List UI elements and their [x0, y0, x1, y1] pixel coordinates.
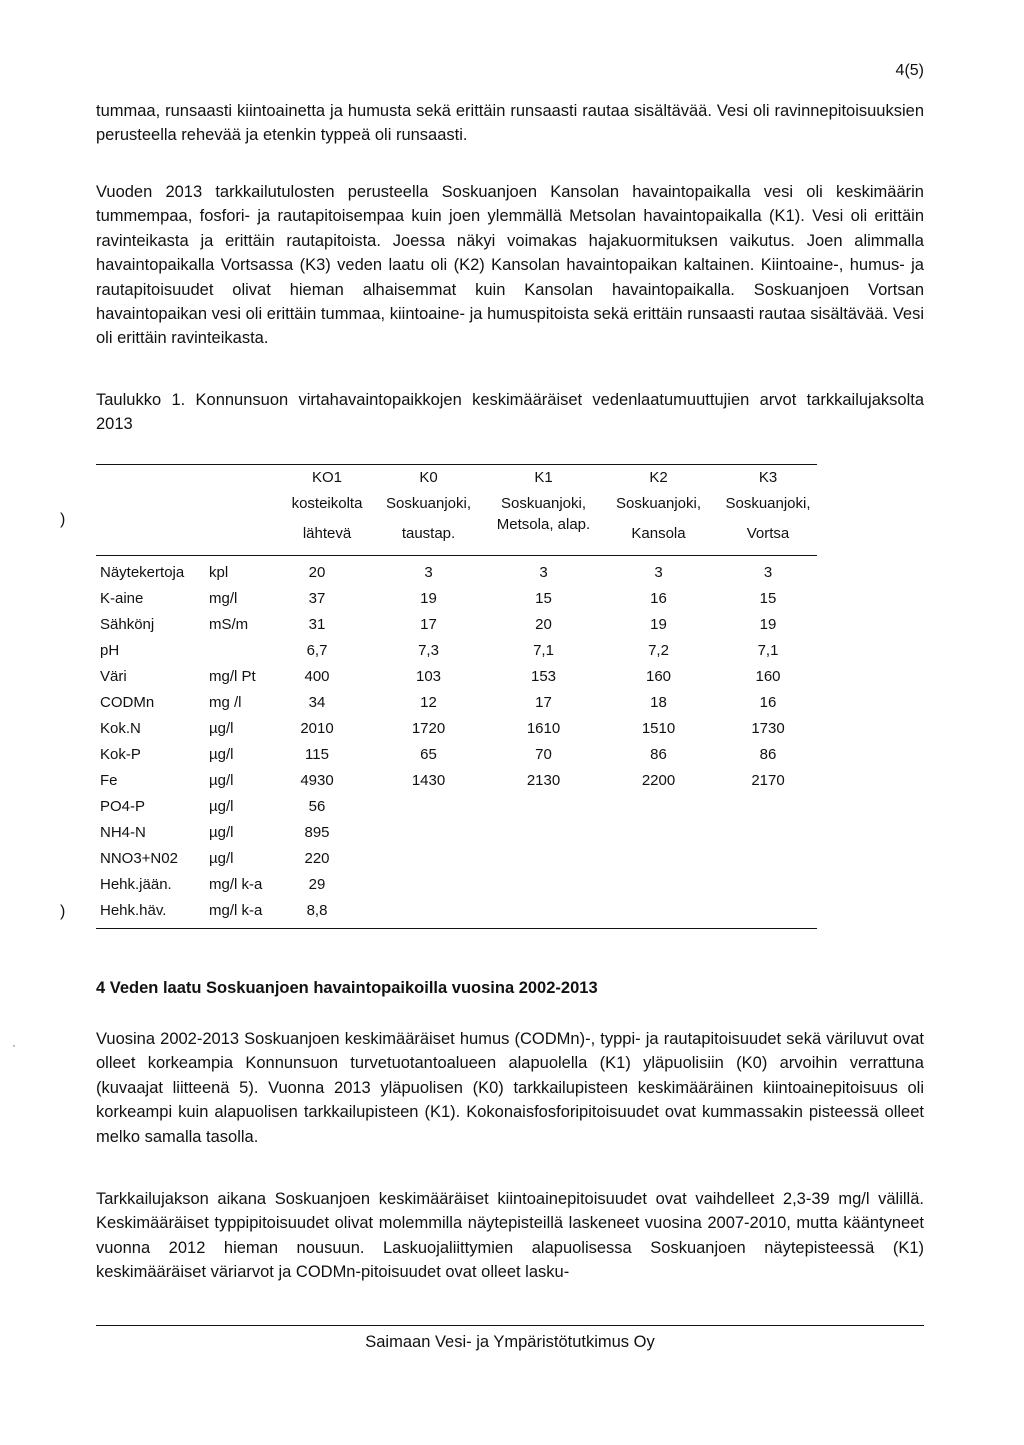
- table-row: [96, 902, 817, 928]
- row-value: 3: [539, 564, 548, 581]
- row-parameter: pH: [100, 642, 120, 659]
- scan-speck: ·: [12, 1038, 16, 1052]
- row-value: 19: [650, 616, 667, 633]
- table-row: [96, 642, 817, 668]
- header-ko1-location: lähtevä: [302, 525, 352, 542]
- table-row: [96, 616, 817, 642]
- row-value: 7,3: [418, 642, 439, 659]
- row-value: 56: [308, 798, 326, 815]
- row-value: 8,8: [306, 902, 328, 919]
- row-value: 2200: [641, 772, 676, 789]
- table-row: [96, 694, 817, 720]
- header-k2: K2: [649, 469, 668, 486]
- row-parameter: Näytekertoja: [100, 564, 185, 581]
- row-value: 4930: [300, 772, 334, 789]
- row-parameter: Fe: [100, 772, 118, 789]
- row-value: 34: [308, 694, 326, 711]
- row-value: 115: [305, 746, 329, 763]
- row-value: 37: [308, 590, 326, 607]
- table-row: [96, 850, 817, 876]
- row-value: 103: [415, 668, 442, 685]
- header-k0-river: Soskuanjoki,: [385, 495, 472, 512]
- margin-mark-top: ): [60, 511, 66, 528]
- row-unit: µg/l: [209, 720, 234, 737]
- table-row: [96, 590, 817, 616]
- row-value: 19: [420, 590, 437, 607]
- table-row: [96, 772, 817, 798]
- page-number: 4(5): [895, 62, 924, 79]
- row-unit: kpl: [209, 564, 229, 581]
- row-value: 20: [308, 564, 326, 581]
- row-value: 7,2: [648, 642, 669, 659]
- row-parameter: PO4-P: [100, 798, 146, 815]
- header-ko1: KO1: [311, 469, 342, 486]
- row-value: 3: [763, 564, 773, 581]
- table-top-rule: [96, 464, 817, 465]
- footer-rule: [96, 1325, 924, 1326]
- row-unit: mg/l: [209, 590, 238, 607]
- row-value: 3: [654, 564, 663, 581]
- row-value: 7,1: [757, 642, 779, 659]
- row-value: 7,1: [533, 642, 554, 659]
- row-value: 86: [759, 746, 777, 763]
- row-unit: µg/l: [209, 772, 234, 789]
- table-header-row-water-body: [96, 495, 817, 519]
- row-value: 3: [424, 564, 433, 581]
- row-value: 1610: [526, 720, 561, 737]
- row-value: 18: [650, 694, 667, 711]
- row-parameter: Hehk.häv.: [100, 902, 167, 919]
- row-unit: µg/l: [209, 746, 234, 763]
- table-header-row-location: [96, 516, 817, 549]
- row-unit: µg/l: [209, 798, 234, 815]
- row-value: 17: [535, 694, 552, 711]
- row-parameter: NH4-N: [100, 824, 146, 841]
- row-value: 15: [759, 590, 777, 607]
- row-value: 2010: [300, 720, 334, 737]
- header-k2-river: Soskuanjoki,: [615, 495, 702, 512]
- row-value: 2170: [751, 772, 785, 789]
- table-bottom-rule: [96, 928, 817, 929]
- row-value: 400: [304, 668, 330, 685]
- paragraph-1: tummaa, runsaasti kiintoainetta ja humusta sekä erittäin runsaasti rautaa sisältävää. Vesi oli ravinnepitoisuuksien perusteella rehevää ja etenkin typpeä oli runsaasti.: [96, 102, 924, 145]
- row-parameter: K-aine: [100, 590, 144, 607]
- table-row: [96, 668, 817, 694]
- row-value: 65: [420, 746, 437, 763]
- row-value: 20: [535, 616, 552, 633]
- row-value: 17: [420, 616, 437, 633]
- table-caption: Taulukko 1. Konnunsuon virtahavaintopaikkojen keskimääräiset vedenlaatumuuttujien arvot tarkkailujaksolta 2013: [96, 391, 924, 434]
- row-value: 6,7: [306, 642, 328, 659]
- row-value: 160: [645, 668, 672, 685]
- row-value: 220: [304, 850, 330, 867]
- table-row: [96, 876, 817, 902]
- header-k1-location: Metsola, alap.: [496, 516, 591, 533]
- row-value: 29: [308, 876, 326, 893]
- row-value: 1510: [641, 720, 676, 737]
- header-k2-location: Kansola: [631, 525, 686, 542]
- section-heading: 4 Veden laatu Soskuanjoen havaintopaikoilla vuosina 2002-2013: [96, 979, 598, 997]
- row-unit: mg/l Pt: [209, 668, 256, 685]
- table-row: [96, 720, 817, 746]
- table-row: [96, 746, 817, 772]
- row-value: 2130: [526, 772, 561, 789]
- header-k1-river: Soskuanjoki,: [500, 495, 587, 512]
- row-unit: µg/l: [209, 824, 234, 841]
- footer-company: Saimaan Vesi- ja Ympäristötutkimus Oy: [365, 1333, 655, 1351]
- header-k1: K1: [534, 469, 553, 486]
- row-value: 15: [535, 590, 552, 607]
- row-unit: mS/m: [209, 616, 249, 633]
- row-parameter: Kok-P: [100, 746, 141, 763]
- row-value: 12: [420, 694, 437, 711]
- row-value: 1730: [751, 720, 785, 737]
- row-parameter: Sähkönj: [100, 616, 155, 633]
- row-value: 86: [650, 746, 667, 763]
- row-value: 16: [650, 590, 667, 607]
- header-k3-location: Vortsa: [746, 525, 790, 542]
- header-k0: K0: [419, 469, 438, 486]
- row-value: 153: [530, 668, 557, 685]
- row-parameter: Väri: [100, 668, 127, 685]
- header-k3-river: Soskuanjoki,: [725, 495, 811, 512]
- table-row: [96, 564, 817, 590]
- row-unit: µg/l: [209, 850, 234, 867]
- row-value: 16: [759, 694, 777, 711]
- row-value: 1430: [411, 772, 446, 789]
- paragraph-4: Tarkkailujakson aikana Soskuanjoen keskimääräiset kiintoainepitoisuudet ovat vaihdelleet 2,3-39 mg/l välillä. Keskimääräiset typpipitoisuudet olivat molemmilla näytepisteillä laskeneet vuosina 2007-2010, mutta kääntyneet vuonna 2012 hieman nousuun. Laskuojaliittymien alapuolisessa Soskuanjoen näytepisteessä (K1) keskimääräiset väriarvot ja CODMn-pitoisuudet ovat olleet lasku-: [96, 1190, 924, 1282]
- row-parameter: Hehk.jään.: [100, 876, 172, 893]
- row-unit: mg /l: [209, 694, 242, 711]
- header-k3: K3: [758, 469, 778, 486]
- row-unit: mg/l k-a: [209, 902, 263, 919]
- row-parameter: Kok.N: [100, 720, 141, 737]
- row-unit: mg/l k-a: [209, 876, 263, 893]
- paragraph-2: Vuoden 2013 tarkkailutulosten perusteella Soskuanjoen Kansolan havaintopaikalla vesi oli keskimäärin tummempaa, fosfori- ja rautapitoisempaa kuin joen ylemmällä Metsolan havaintopaikalla (K1). Vesi oli erittäin ravinteikasta ja erittäin rautapitoista. Joessa näkyi voimakas hajakuormituksen vaikutus. Joen alimmalla havaintopaikalla Vortsassa (K3) veden laatu oli (K2) Kansolan havaintopaikan kaltainen. Kiintoaine-, humus- ja rautapitoisuudet olivat hieman alhaisemmat kuin Kansolan havaintopaikalla. Soskuanjoen Vortsan havaintopaikan vesi oli erittäin tummaa, kiintoaine- ja humuspitoista sekä erittäin runsaasti rautaa sisältävää. Vesi oli erittäin ravinteikasta.: [96, 183, 924, 348]
- row-value: 70: [535, 746, 552, 763]
- table-row: [96, 798, 817, 824]
- header-k0-location: taustap.: [401, 525, 456, 542]
- table-header-rule: [96, 555, 817, 556]
- margin-mark-bottom: ): [60, 903, 66, 920]
- row-value: 31: [308, 616, 326, 633]
- header-ko1-source: kosteikolta: [291, 495, 363, 512]
- table-header-row-site-codes: [96, 469, 817, 493]
- row-parameter: NNO3+N02: [100, 850, 178, 867]
- row-parameter: CODMn: [100, 694, 155, 711]
- row-value: 1720: [411, 720, 446, 737]
- row-value: 895: [304, 824, 330, 841]
- table-row: [96, 824, 817, 850]
- row-value: 19: [759, 616, 777, 633]
- row-value: 160: [755, 668, 781, 685]
- paragraph-3: Vuosina 2002-2013 Soskuanjoen keskimääräiset humus (CODMn)-, typpi- ja rautapitoisuudet sekä väriluvut ovat olleet korkeampia Konnunsuon turvetuotantoalueen alapuolella (K1) yläpuolisiin (K0) arvoihin verrattuna (kuvaajat liitteenä 5). Vuonna 2013 yläpuolisen (K0) tarkkailupisteen keskimääräinen kiintoainepitoisuus oli korkeampi kuin alapuolisen tarkkailupisteen (K1). Kokonaisfosforipitoisuudet ovat kummassakin pisteessä olleet melko samalla tasolla.: [96, 1030, 924, 1146]
